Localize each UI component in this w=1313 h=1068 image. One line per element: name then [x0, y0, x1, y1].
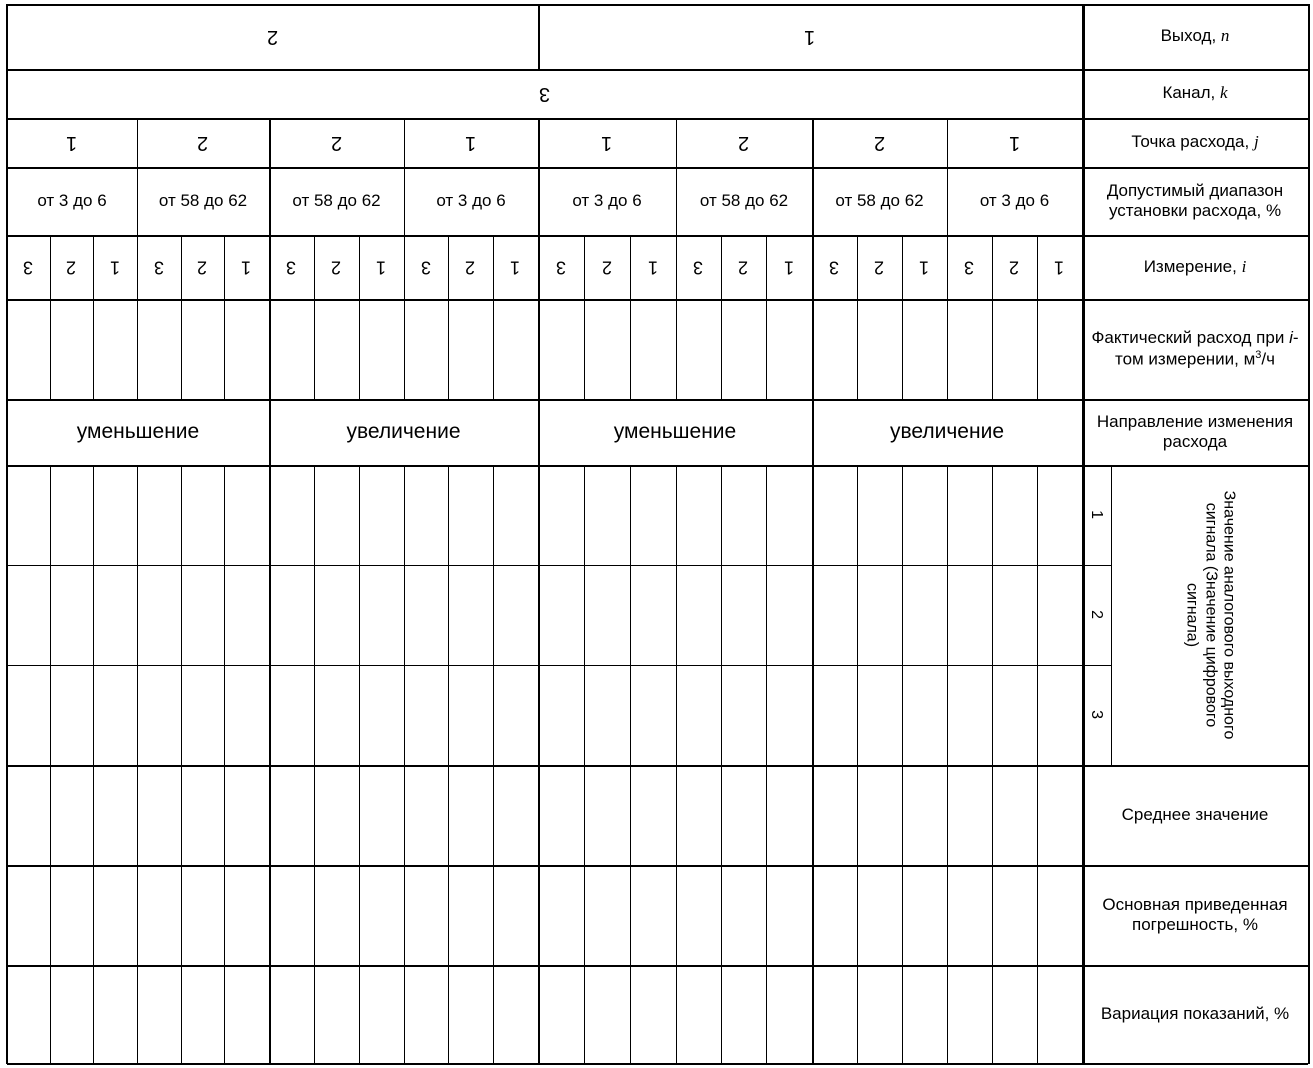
variation-label: [1082, 965, 1308, 1063]
measurement-number: 3: [286, 257, 297, 278]
grid-line: [812, 235, 814, 399]
grid-line: [7, 69, 1308, 71]
grid-line: [1037, 235, 1038, 399]
grid-line: [584, 235, 585, 399]
point-number: 2: [197, 131, 209, 154]
measurement-number-cell: [50, 235, 93, 299]
measurement-number: 1: [109, 257, 120, 278]
actual-flow-label: [1082, 299, 1308, 399]
grid-line: [181, 235, 182, 399]
measurement-number: 2: [601, 257, 612, 278]
signal-row-number: 1: [1088, 510, 1106, 520]
variation-label-text: Вариация показаний, %: [1100, 1003, 1290, 1023]
range-cell: [7, 167, 137, 235]
measurement-number-cell: [1037, 235, 1082, 299]
grid-line: [7, 765, 1308, 767]
measurement-number-cell: [493, 235, 538, 299]
grid-line: [269, 399, 271, 465]
direction-value: увеличение: [889, 420, 1004, 444]
grid-line: [7, 465, 1308, 467]
measurement-number-cell: [902, 235, 947, 299]
point-label-text: Точка расхода, j: [1131, 132, 1259, 152]
range-value: от 3 до 6: [572, 190, 642, 210]
direction-cell: [269, 399, 538, 465]
grid-line: [538, 4, 540, 69]
range-value: от 3 до 6: [436, 190, 506, 210]
channel-label: [1082, 69, 1308, 118]
grid-line: [314, 465, 315, 1063]
point-number: 2: [873, 131, 886, 154]
range-value: от 3 до 6: [37, 190, 107, 210]
grid-line: [766, 465, 767, 1063]
grid-line: [676, 235, 677, 399]
channel-label-text: Канал, k: [1162, 83, 1228, 103]
measurement-number-cell: [359, 235, 404, 299]
measurement-number: 2: [738, 257, 749, 278]
grid-line: [992, 235, 993, 399]
point-label: [1082, 118, 1308, 167]
point-number-cell: [269, 118, 404, 167]
grid-line: [721, 465, 722, 1063]
direction-value: увеличение: [346, 420, 461, 444]
measurement-number-cell: [448, 235, 493, 299]
measurement-number: 2: [1009, 257, 1020, 278]
grid-line: [992, 465, 993, 1063]
grid-line: [7, 4, 1308, 6]
grid-line: [1308, 4, 1310, 1064]
grid-line: [857, 465, 858, 1063]
grid-line: [7, 865, 1308, 867]
output-number: 1: [804, 25, 816, 48]
grid-line: [676, 465, 677, 1063]
measurement-label: [1082, 235, 1308, 299]
point-number-cell: [137, 118, 269, 167]
grid-line: [630, 235, 631, 399]
grid-line: [448, 235, 449, 399]
output-number: 2: [266, 25, 279, 48]
grid-line: [538, 118, 540, 235]
grid-line: [902, 465, 903, 1063]
measurement-number: 1: [510, 257, 521, 278]
output-label-text: Выход, n: [1160, 26, 1230, 46]
measurement-number-cell: [137, 235, 181, 299]
measurement-number: 3: [964, 257, 975, 278]
measurement-number-cell: [630, 235, 676, 299]
measurement-number: 2: [66, 257, 77, 278]
grid-line: [584, 465, 585, 1063]
grid-line: [404, 118, 405, 235]
measurement-number: 1: [647, 257, 658, 278]
point-number: 2: [738, 131, 750, 154]
actual-flow-label-text: Фактический расход при i-том измерении, $м^3/ч$: [1091, 328, 1299, 369]
point-number-cell: [947, 118, 1082, 167]
grid-line: [1082, 4, 1085, 1064]
grid-line: [538, 465, 540, 1063]
average-label: [1082, 765, 1308, 865]
direction-label: [1082, 399, 1308, 465]
measurement-number: 1: [919, 257, 930, 278]
grid-line: [493, 465, 494, 1063]
measurement-number: 3: [153, 257, 164, 278]
grid-line: [137, 235, 138, 399]
measurement-number-cell: [992, 235, 1037, 299]
grid-line: [7, 235, 1308, 237]
range-value: от 58 до 62: [292, 190, 381, 210]
grid-line: [947, 235, 948, 399]
point-number: 2: [330, 131, 343, 154]
grid-line: [448, 465, 449, 1063]
measurement-number: 1: [241, 257, 252, 278]
grid-line: [6, 4, 8, 1064]
average-label-text: Среднее значение: [1121, 804, 1269, 824]
grid-line: [1111, 465, 1112, 765]
point-number-cell: [812, 118, 947, 167]
grid-line: [812, 118, 814, 235]
grid-line: [493, 235, 494, 399]
measurement-number: 2: [465, 257, 476, 278]
measurement-number-cell: [857, 235, 902, 299]
measurement-number-cell: [314, 235, 359, 299]
grid-line: [93, 235, 94, 399]
point-number: 1: [465, 131, 477, 154]
grid-line: [224, 465, 225, 1063]
range-cell: [269, 167, 404, 235]
direction-cell: [7, 399, 269, 465]
measurement-number-cell: [676, 235, 721, 299]
measurement-number: 3: [420, 257, 431, 278]
measurement-number: 3: [693, 257, 704, 278]
range-label: [1082, 167, 1308, 235]
direction-value: уменьшение: [613, 420, 737, 444]
measurement-number-cell: [93, 235, 137, 299]
measurement-number-cell: [181, 235, 224, 299]
point-number: 1: [1008, 131, 1021, 154]
measurement-number: 1: [376, 257, 387, 278]
measurement-number: 1: [783, 257, 794, 278]
range-value: от 58 до 62: [835, 190, 924, 210]
range-cell: [137, 167, 269, 235]
grid-line: [7, 965, 1308, 967]
grid-line: [93, 465, 94, 1063]
range-label-text: Допустимый диапазон установки расхода, %: [1106, 180, 1284, 220]
range-value: от 58 до 62: [158, 190, 248, 210]
measurement-number-cell: [766, 235, 812, 299]
grid-line: [1082, 565, 1111, 566]
grid-line: [7, 399, 1308, 401]
grid-line: [947, 465, 948, 1063]
grid-line: [7, 1063, 1308, 1065]
grid-line: [269, 235, 271, 399]
signal-row-number: 2: [1088, 610, 1106, 620]
output-number-cell: [7, 4, 538, 69]
grid-line: [404, 465, 405, 1063]
grid-line: [7, 167, 1308, 169]
grid-line: [7, 665, 1082, 666]
measurement-number-cell: [7, 235, 50, 299]
range-cell: [676, 167, 812, 235]
measurement-number: 1: [1054, 257, 1065, 278]
grid-line: [181, 465, 182, 1063]
grid-line: [676, 118, 677, 235]
grid-line: [7, 565, 1082, 566]
range-cell: [404, 167, 538, 235]
measurement-number: 2: [874, 257, 885, 278]
point-number-cell: [7, 118, 137, 167]
grid-line: [50, 465, 51, 1063]
error-label: [1082, 865, 1308, 965]
signal-row-number: 3: [1088, 710, 1106, 720]
grid-line: [766, 235, 767, 399]
point-number-cell: [676, 118, 812, 167]
measurement-number-cell: [721, 235, 766, 299]
signal-row-number-cell: [1082, 565, 1111, 665]
range-value: от 58 до 62: [699, 190, 789, 210]
range-cell: [538, 167, 676, 235]
range-cell: [947, 167, 1082, 235]
grid-line: [404, 235, 405, 399]
point-number: 1: [66, 131, 78, 154]
output-label: [1082, 4, 1308, 69]
measurement-number-cell: [584, 235, 630, 299]
grid-line: [1037, 465, 1038, 1063]
grid-line: [359, 465, 360, 1063]
grid-line: [269, 118, 271, 235]
channel-number-cell: [7, 69, 1082, 118]
grid-line: [7, 299, 1308, 301]
point-number: 1: [601, 131, 613, 154]
direction-label-text: Направление изменения расхода: [1096, 411, 1294, 451]
grid-line: [947, 118, 948, 235]
range-value: от 3 до 6: [979, 190, 1050, 210]
range-cell: [812, 167, 947, 235]
signal-label: [1111, 465, 1308, 765]
grid-line: [50, 235, 51, 399]
direction-value: уменьшение: [76, 420, 200, 444]
signal-label-text: Значение аналогового выходного сигнала (Значение цифрового сигнала): [1183, 490, 1238, 740]
grid-line: [7, 118, 1308, 120]
measurement-number-cell: [404, 235, 448, 299]
grid-line: [137, 118, 138, 235]
measurement-number: 3: [829, 257, 840, 278]
measurement-number: 2: [331, 257, 342, 278]
grid-line: [902, 235, 903, 399]
error-label-text: Основная приведенная погрешность, %: [1102, 894, 1288, 934]
grid-line: [359, 235, 360, 399]
direction-cell: [538, 399, 812, 465]
grid-line: [812, 399, 814, 465]
measurement-number: 3: [23, 257, 34, 278]
grid-line: [630, 465, 631, 1063]
point-number-cell: [404, 118, 538, 167]
grid-line: [538, 235, 540, 399]
measurement-number: 3: [555, 257, 566, 278]
measurement-number: 2: [197, 257, 208, 278]
point-number-cell: [538, 118, 676, 167]
direction-cell: [812, 399, 1082, 465]
measurement-label-text: Измерение, i: [1143, 256, 1247, 276]
output-number-cell: [538, 4, 1082, 69]
grid-line: [224, 235, 225, 399]
grid-line: [538, 399, 540, 465]
grid-line: [137, 465, 138, 1063]
measurement-number-cell: [812, 235, 857, 299]
grid-line: [1082, 665, 1111, 666]
grid-line: [812, 465, 814, 1063]
signal-row-number-cell: [1082, 665, 1111, 765]
grid-line: [269, 465, 271, 1063]
signal-row-number-cell: [1082, 465, 1111, 565]
measurement-number-cell: [947, 235, 992, 299]
channel-number: 3: [538, 82, 551, 105]
measurement-number-cell: [224, 235, 269, 299]
grid-line: [857, 235, 858, 399]
measurement-number-cell: [538, 235, 584, 299]
grid-line: [314, 235, 315, 399]
grid-line: [721, 235, 722, 399]
measurement-number-cell: [269, 235, 314, 299]
